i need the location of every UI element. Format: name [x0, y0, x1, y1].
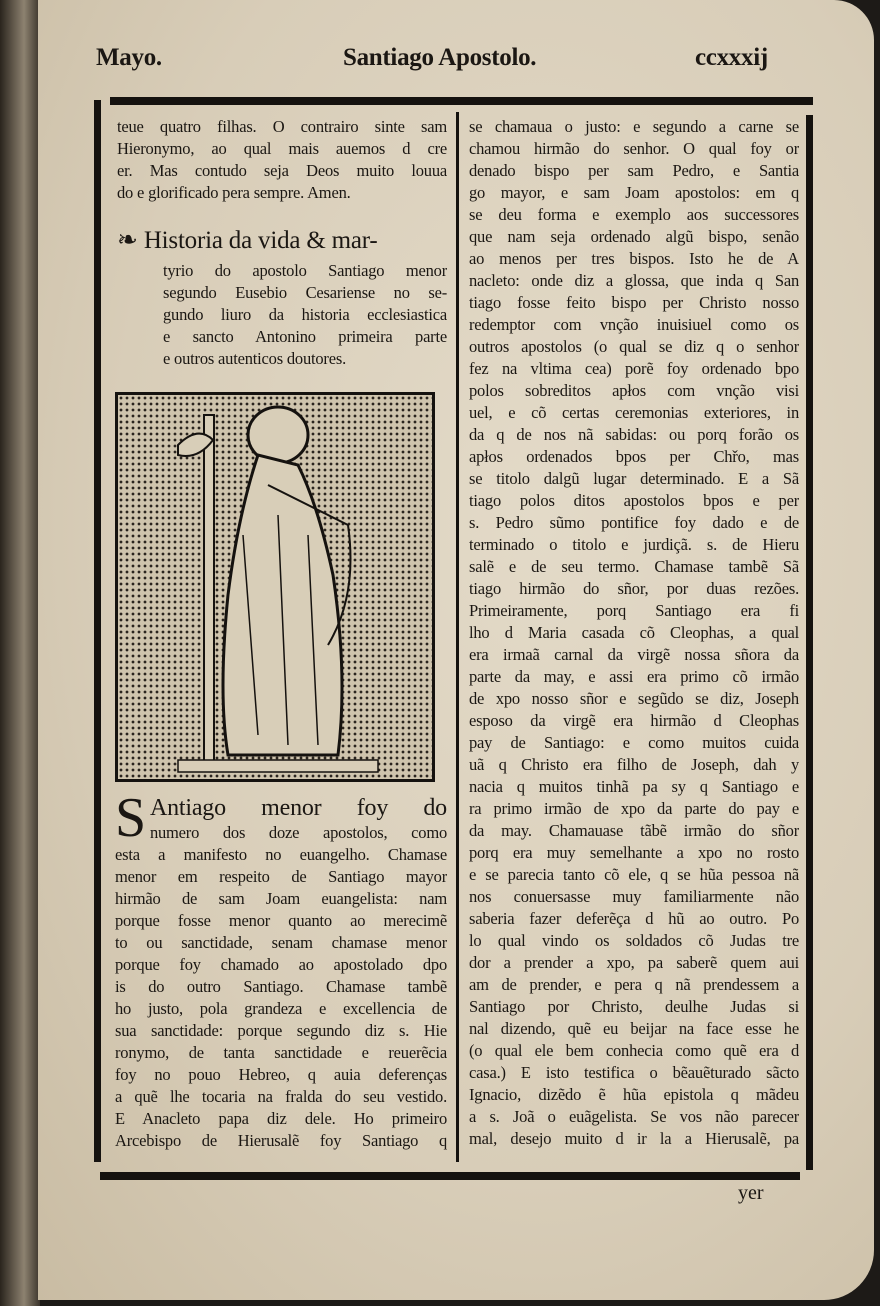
catchword: yer — [738, 1182, 764, 1204]
text-line: a quẽ lhe tocaria na fralda do seu vestido. — [115, 1087, 447, 1106]
text-line: Santiago por Christo, deulhe Judas si — [469, 997, 799, 1016]
text-line: casa.) E isto testifica o bẽauẽturado sãcto — [469, 1063, 799, 1082]
folio-number: ccxxxij — [695, 44, 768, 71]
text-line: denado bispo per sam Pedro, e Santia — [469, 161, 799, 180]
text-line: er. Mas contudo seja Deos muito louua — [117, 161, 447, 180]
text-line: lho d Maria casada cõ Cleophas, a qual — [469, 623, 799, 642]
text-line: tiago polos ditos apostolos bpos e per — [469, 491, 799, 510]
text-line: do e glorificado pera sempre. Amen. — [117, 183, 351, 202]
text-line: Arcebispo de Hierusalẽ foy Santiago q — [115, 1131, 447, 1150]
text-line: tiago hirmão do sñor, por duas rezões. — [469, 579, 799, 598]
heading-continuation — [163, 260, 447, 370]
text-line: a s. Joã o euãgelista. Se vos não parecer — [469, 1107, 799, 1126]
text-line: nacleto: onde diz a glossa, que inda q San — [469, 271, 799, 290]
text-line: go mayor, e sam Joam apostolos: em q — [469, 183, 799, 202]
text-line: outros apostolos (o qual se diz q o senhor — [469, 337, 799, 356]
text-line: Ignacio, dizẽdo ẽ hũa epistola q mãdeu — [469, 1085, 799, 1104]
text-line: de xpo nosso sñor e segũdo se diz, Joseph — [469, 689, 799, 708]
text-line: sua sanctidade: porque segundo diz s. Hie — [115, 1021, 447, 1040]
text-line: tiago fosse feito bispo per Christo nosso — [469, 293, 799, 312]
text-line: ra primo irmão de xpo da parte do pay e — [469, 799, 799, 818]
text-line: hirmão de sam Joam euangelista: nam — [115, 889, 447, 908]
text-line: saberia fazer deferẽça d hũ ao outro. Po — [469, 909, 799, 928]
text-line: E Anacleto papa diz dele. Ho primeiro — [115, 1109, 447, 1128]
text-line: Hieronymo, ao qual mais auemos d cre — [117, 139, 447, 158]
left-rule — [94, 100, 101, 1162]
text-line: chamou hirmão do senhor. O qual foy or — [469, 139, 799, 158]
text-line: Primeiramente, porq Santiago era fi — [469, 601, 799, 620]
text-line: da may. Chamauase tãbẽ irmão do sñor — [469, 821, 799, 840]
text-line: e outros autenticos doutores. — [163, 349, 346, 368]
text-line: (o qual ele bem conhecia como quẽ era d — [469, 1041, 799, 1060]
text-line: fez na vltima cea) porẽ foy ordenado bpo — [469, 359, 799, 378]
text-line: esta a manifesto no euangelho. Chamase — [115, 845, 447, 864]
text-line: se deu forma e exemplo aos successores — [469, 205, 799, 224]
text-line: mal, desejo muito d ir la a Hierusalẽ, pa — [469, 1129, 799, 1148]
text-line: to ou sanctidade, senam chamase menor — [115, 933, 447, 952]
text-line: da q de nos nã sabidas: ou porq forão os — [469, 425, 799, 444]
text-line: s. Pedro sũmo pontifice foy dado e de — [469, 513, 799, 532]
column-divider — [456, 112, 459, 1162]
body-text-left — [115, 787, 447, 1152]
text-line: porq era muy semelhante a xpo no rosto — [469, 843, 799, 862]
text-line: apłos ordenados bpos per Chřo, mas — [469, 447, 799, 466]
saint-figure-icon — [118, 395, 432, 779]
drop-cap: S — [115, 787, 146, 849]
text-line: menor em respeito de Santiago mayor — [115, 867, 447, 886]
text-line: gundo liuro da historia ecclesiastica — [163, 305, 447, 324]
text-line: nos conuersasse muy familiarmente não — [469, 887, 799, 906]
text-line: se chamaua o justo: e segundo a carne se — [469, 117, 799, 136]
top-rule — [110, 97, 813, 105]
text-line: segundo Eusebio Cesariense no se- — [163, 283, 447, 302]
text-line: porque fosse menor quanto ao merecimẽ — [115, 911, 447, 930]
text-line: ho justo, pola grandeza e excellencia de — [115, 999, 447, 1018]
text-line: nal dizendo, quẽ eu beijar na face esse he — [469, 1019, 799, 1038]
heading-first-line: ❧ Historia da vida & mar- — [117, 227, 378, 254]
text-line: polos sobreditos apłos com vnção visi — [469, 381, 799, 400]
bottom-rule — [100, 1172, 800, 1180]
text-line: foy no pouo Hebreo, q auia deferenças — [115, 1065, 447, 1084]
text-line: esposo da virgẽ era hirmão d Cleophas — [469, 711, 799, 730]
right-rule — [806, 115, 813, 1170]
text-line: tyrio do apostolo Santiago menor — [163, 261, 447, 280]
text-line: porque foy chamado ao apostolado dpo — [115, 955, 447, 974]
text-line: que nam seja ordenado algũ bispo, senão — [469, 227, 799, 246]
running-head-title: Santiago Apostolo. — [343, 44, 537, 71]
text-line: terminado o titolo e jurdiçã. s. de Hieru — [469, 535, 799, 554]
woodcut-illustration-saint-james — [115, 392, 435, 782]
text-line: lo qual vindo os soldados cõ Judas tre — [469, 931, 799, 950]
facing-page-edge — [0, 0, 40, 1306]
text-line: era irmaã carnal da virgẽ nossa sñora da — [469, 645, 799, 664]
text-line: redemptor com vnção inuisiuel como os — [469, 315, 799, 334]
text-line: uã q Christo era filho de Joseph, dah y — [469, 755, 799, 774]
text-line: ronymo, de tanta sanctidade e reuerẽcia — [115, 1043, 447, 1062]
text-line: teue quatro filhas. O contrairo sinte sam — [117, 117, 447, 136]
text-line: pay de Santiago: e como muitos cuida — [469, 733, 799, 752]
text-line: numero dos doze apostolos, como — [149, 823, 447, 842]
section-heading — [117, 226, 447, 256]
text-line: uel, e cõ certas ceremonias exteriores, in — [469, 403, 799, 422]
running-head-month: Mayo. — [96, 44, 162, 71]
text-line: ao menos per tres bispos. Isto he de A — [469, 249, 799, 268]
text-line: dor a prender a xpo, pa saberẽ quem aui — [469, 953, 799, 972]
opening-line: Antiago menor foy do — [149, 795, 447, 821]
text-line: am de prender, e pera q nã prendessem a — [469, 975, 799, 994]
text-line: salẽ e de seu termo. Chamase tambẽ Sã — [469, 557, 799, 576]
text-line: nacia q muitos tinhã pa sy q Santiago e — [469, 777, 799, 796]
text-line: parte da may, e assi era primo cõ irmão — [469, 667, 799, 686]
left-column-top-text — [117, 116, 447, 204]
heading-text: Historia da vida & mar- — [143, 227, 378, 254]
text-line: e sancto Antonino primeira parte — [163, 327, 447, 346]
right-column-text — [469, 116, 799, 1150]
text-line: is do outro Santiago. Chamase tambẽ — [115, 977, 447, 996]
text-line: e se parecia tanto cõ ele, q se hũa pessoa nã — [469, 865, 799, 884]
text-line: se titolo dalgũ lugar determinado. E a Sã — [469, 469, 799, 488]
